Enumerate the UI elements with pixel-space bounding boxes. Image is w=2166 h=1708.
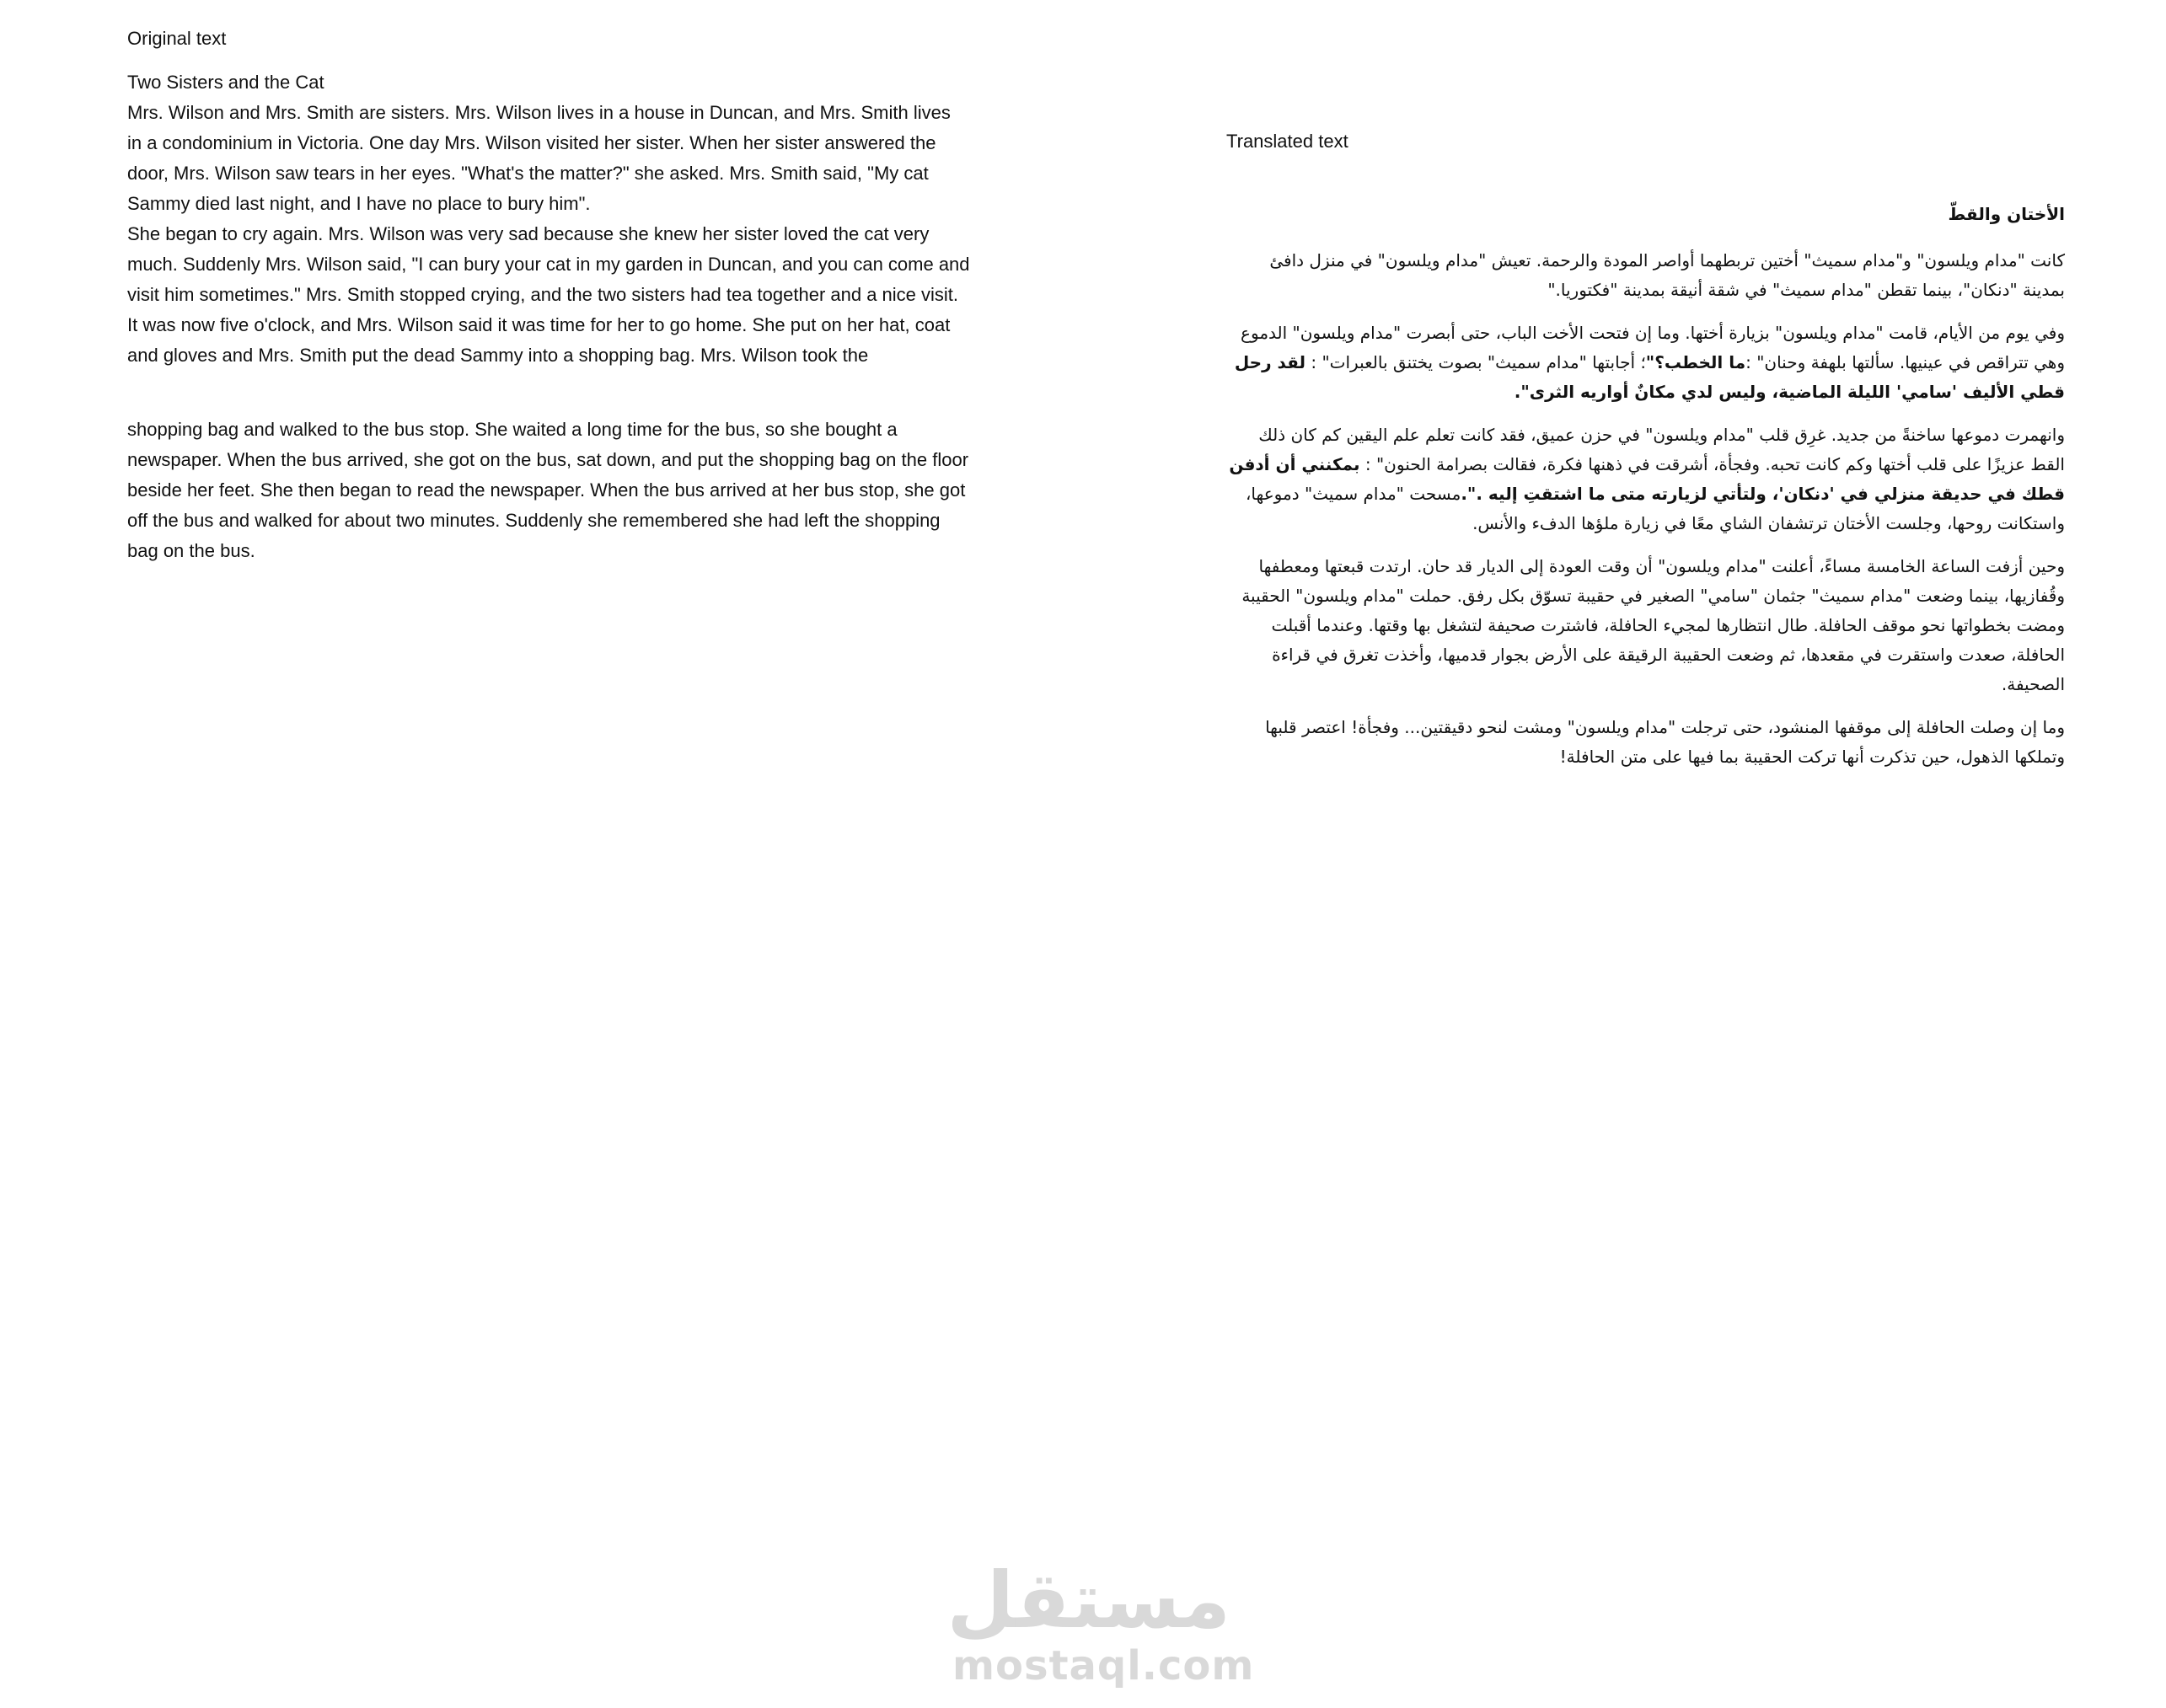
watermark-latin-logo: mostaql.com <box>952 1642 1255 1689</box>
translated-paragraph-4: وحين أزفت الساعة الخامسة مساءً، أعلنت "مدام ويلسون" أن وقت العودة إلى الديار قد حان. ارتدت قبعتها ومعطفها وقُفازيها، بينما وضعت "مدام سميث" جثمان "سامي" الصغير في حقيبة تسوّق بكل رفق. حملت "مدام ويلسون" الحقيبة ومضت بخطواتها نحو موقف الحافلة. طال انتظارها لمجيء الحافلة، فاشترت صحيفة لتشغل بها وقتها. وعندما أقبلت الحافلة، صعدت واستقرت في مقعدها، ثم وضعت الحقيبة الرقيقة على الأرض بجوار قدميها، وأخذت تغرق في قراءة الصحيفة. <box>1241 556 2065 694</box>
translated-paragraph-2 <box>1226 319 2065 407</box>
translated-paragraph-1: كانت "مدام ويلسون" و"مدام سميث" أختين تربطهما أواصر المودة والرحمة. تعيش "مدام ويلسون" في منزل دافئ بمدينة "دنكان"، بينما تقطن "مدام سميث" في شقة أنيقة بمدينة "فكتوريا." <box>1269 250 2065 300</box>
translated-text-label: Translated text <box>1226 131 1348 152</box>
original-paragraph-2: She began to cry again. Mrs. Wilson was very sad because she knew her sister loved the cat very much. Suddenly Mrs. Wilson said, "I can bury your cat in my garden in Duncan, and you can come and visit him sometimes." Mrs. Smith stopped crying, and the two sisters had tea together and a nice visit. <box>127 223 970 305</box>
translated-p2-quote: لقد رحل قطي الأليف 'سامي' الليلة الماضية، وليس لدي مكانٌ أواريه الثرى". <box>1234 352 2065 402</box>
translated-paragraph-3 <box>1226 420 2065 538</box>
original-paragraph-4: shopping bag and walked to the bus stop. She waited a long time for the bus, so she bought a newspaper. When the bus arrived, she got on the bus, sat down, and put the shopping bag on the floor beside her feet. She then began to read the newspaper. When the bus arrived at her bus stop, she got off the bus and walked for about two minutes. Suddenly she remembered she had left the shopping bag on the bus. <box>127 419 969 561</box>
translated-paragraph-5: وما إن وصلت الحافلة إلى موقفها المنشود، حتى ترجلت "مدام ويلسون" ومشت لنحو دقيقتين... وفجأة! اعتصر قلبها وتملكها الذهول، حين تذكرت أنها تركت الحقيبة بما فيها على متن الحافلة! <box>1265 717 2065 767</box>
story-title: Two Sisters and the Cat <box>127 72 324 93</box>
translated-text-column <box>1226 126 2065 785</box>
original-text-label: Original text <box>127 28 227 49</box>
translated-p2-part-c: ؛ أجابتها "مدام سميث" بصوت يختنق بالعبرات" : <box>1311 352 1646 372</box>
original-paragraph-1: Mrs. Wilson and Mrs. Smith are sisters. Mrs. Wilson lives in a house in Duncan, and Mrs. Smith lives in a condominium in Victoria. One day Mrs. Wilson visited her sister. When her sister answered the door, Mrs. Wilson saw tears in her eyes. "What's the matter?" she asked. Mrs. Smith said, "My cat Sammy died last night, and I have no place to bury him". <box>127 102 951 214</box>
translated-title: الأختان والقطّ <box>1948 204 2065 224</box>
translated-p2-question: ما الخطب؟" <box>1645 352 1746 372</box>
translated-p3-part-c: مسحت "مدام سميث" دموعها، واستكانت روحها، وجلست الأختان ترتشفان الشاي معًا في زيارة ملؤها الدفء والأنس. <box>1245 484 2065 533</box>
watermark-arabic-logo: مستقل <box>946 1555 1230 1646</box>
original-paragraph-3: It was now five o'clock, and Mrs. Wilson said it was time for her to go home. She put on her hat, coat and gloves and Mrs. Smith put the dead Sammy into a shopping bag. Mrs. Wilson took the <box>127 314 951 366</box>
translated-p2-part-a: وفي يوم من الأيام، قامت "مدام ويلسون" بزيارة أختها. وما إن فتحت الأخت الباب، حتى أبصرت "مدام ويلسون" الدموع وهي تتراقص في عينيها. سألتها بلهفة وحنان" : <box>1241 323 2065 372</box>
original-text-column <box>127 24 970 566</box>
translated-p3-part-a: وانهمرت دموعها ساخنةً من جديد. غرِق قلب "مدام ويلسون" في حزن عميق، فقد كانت تعلم علم اليقين كم كان ذلك القط عزيزًا على قلب أختها وكم كانت تحبه. وفجأة، أشرقت في ذهنها فكرة، فقالت بصرامة الحنون" : <box>1258 425 2065 474</box>
mostaql-watermark <box>946 1555 1255 1689</box>
translated-p3-quote: بمكنني أن أدفن قطك في حديقة منزلي في 'دنكان'، ولتأتي لزيارته متى ما اشتقتِ إليه .". <box>1229 454 2065 504</box>
